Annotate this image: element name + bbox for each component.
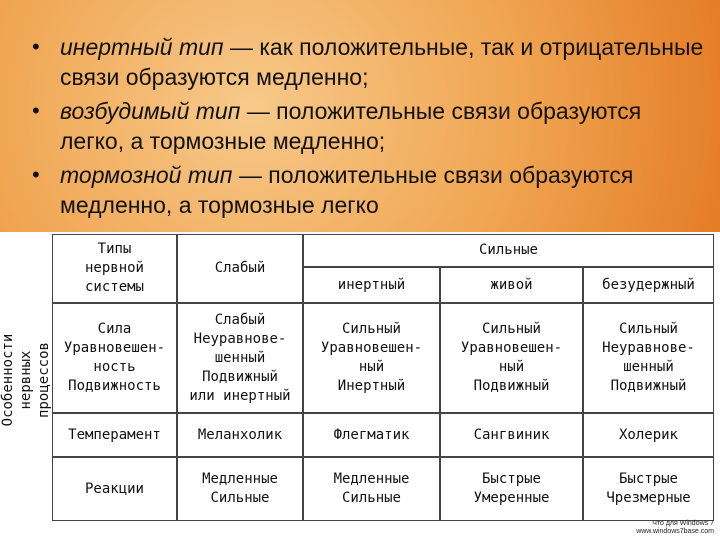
table-cell: Быстрые Умеренные [440,457,583,521]
row-label: Сила Уравновешен- ность Подвижность [52,303,177,413]
table-cell: Слабый Неуравнове- шенный Подвижный или инертный [177,303,303,413]
table-cell: Флегматик [303,413,440,457]
table-panel [0,232,720,540]
header-types: Типы нервной системы [52,234,177,303]
table-row [52,413,714,457]
bullet-text: — положительные связи образуются медленно, а тормозные легко [60,162,634,218]
side-label-text: Особенности нервных процессов [0,333,52,427]
bullet-list [30,32,710,224]
row-label: Темперамент [52,413,177,457]
header-lively: живой [440,267,583,303]
table-cell: Сильный Неуравнове- шенный Подвижный [583,303,714,413]
header-strong: Сильные [303,234,714,267]
bullet-item [30,160,710,220]
bullet-marker: • [32,34,40,59]
bullet-term: инертный тип [60,34,224,60]
nervous-system-table [52,234,714,521]
bullet-term: тормозной тип [60,162,233,188]
table-cell: Медленные Сильные [177,457,303,521]
table-row [52,457,714,521]
table-cell: Холерик [583,413,714,457]
table-cell: Меланхолик [177,413,303,457]
table-cell: Сильный Уравновешен- ный Инертный [303,303,440,413]
header-inert: инертный [303,267,440,303]
table-cell: Сильный Уравновешен- ный Подвижный [440,303,583,413]
row-label: Реакции [52,457,177,521]
bullet-marker: • [32,162,40,187]
bullet-item [30,96,710,156]
bullet-text: — положительные связи образуются легко, а тормозные медленно; [60,98,642,154]
bullet-text: — как положительные, так и отрицательные связи образуются медленно; [60,34,704,90]
bullet-marker: • [32,98,40,123]
table-cell: Медленные Сильные [303,457,440,521]
header-unrestrained: безудержный [583,267,714,303]
bullet-item [30,32,710,92]
table-cell: Сангвиник [440,413,583,457]
table-cell: Быстрые Чрезмерные [583,457,714,521]
side-label [0,232,52,524]
header-weak: Слабый [177,234,303,303]
bullet-term: возбудимый тип [60,98,241,124]
table-row [52,303,714,413]
watermark-text: Что для Windows 7 www.windows7base.com [636,520,714,535]
